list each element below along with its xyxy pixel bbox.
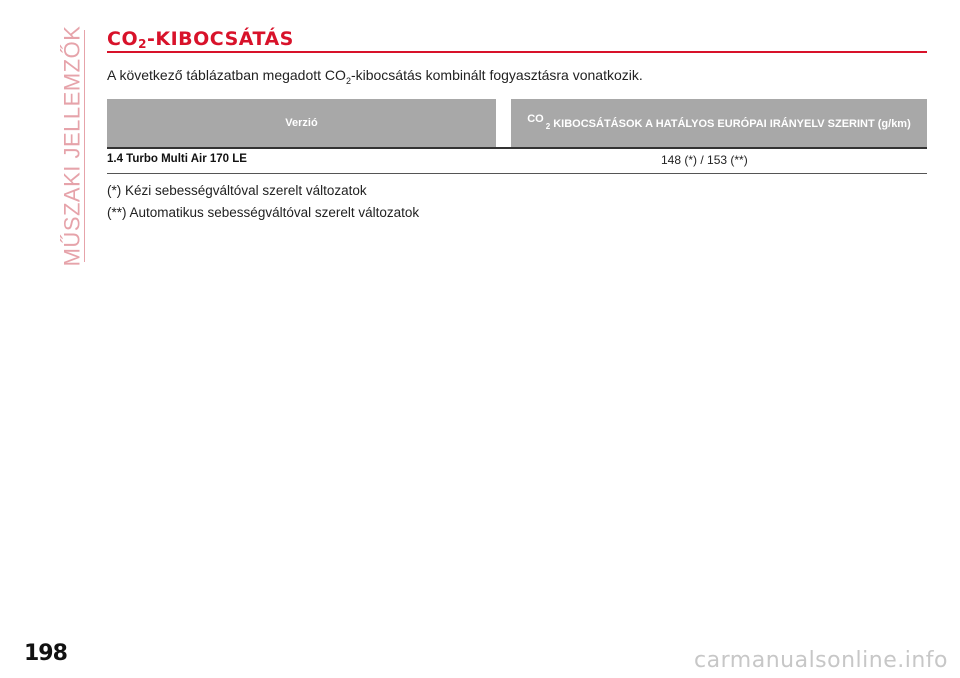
section-side-title — [52, 25, 92, 267]
heading-divider — [107, 51, 927, 53]
page-heading — [107, 28, 927, 51]
watermark: carmanualsonline.info — [694, 648, 948, 673]
intro-text — [107, 67, 643, 86]
table-header-emission-label — [527, 113, 911, 133]
intro-before: A következő táblázatban megadott CO — [107, 67, 346, 83]
intro-subscript: 2 — [345, 76, 351, 86]
table-header-version — [107, 99, 496, 147]
footnote-automatic: (**) Automatikus sebességváltóval szerelt változatok — [107, 205, 420, 220]
section-side-title-text: MŰSZAKI JELLEMZŐK — [59, 25, 84, 267]
table-row-value: 148 (*) / 153 (**) — [661, 153, 748, 167]
table-header-divider — [107, 147, 927, 149]
table-row-divider — [107, 173, 927, 174]
header-emission-rest: KIBOCSÁTÁSOK A HATÁLYOS EURÓPAI IRÁNYELV SZERINT (g/km) — [553, 118, 911, 130]
header-co: CO — [527, 113, 544, 125]
table-header-version-label: Verzió — [285, 117, 318, 129]
intro-after: -kibocsátás kombinált fogyasztásra vonatkozik. — [350, 67, 643, 83]
side-divider — [84, 30, 85, 262]
footnote-manual: (*) Kézi sebességváltóval szerelt változatok — [107, 183, 367, 198]
header-co-subscript: 2 — [545, 122, 551, 131]
heading-subscript: 2 — [138, 37, 147, 51]
page-number: 198 — [24, 641, 67, 666]
table-header-emission — [511, 99, 927, 147]
table-row-version: 1.4 Turbo Multi Air 170 LE — [107, 153, 247, 165]
heading-prefix: CO — [107, 28, 139, 50]
heading-suffix: -KIBOCSÁTÁS — [146, 28, 294, 50]
